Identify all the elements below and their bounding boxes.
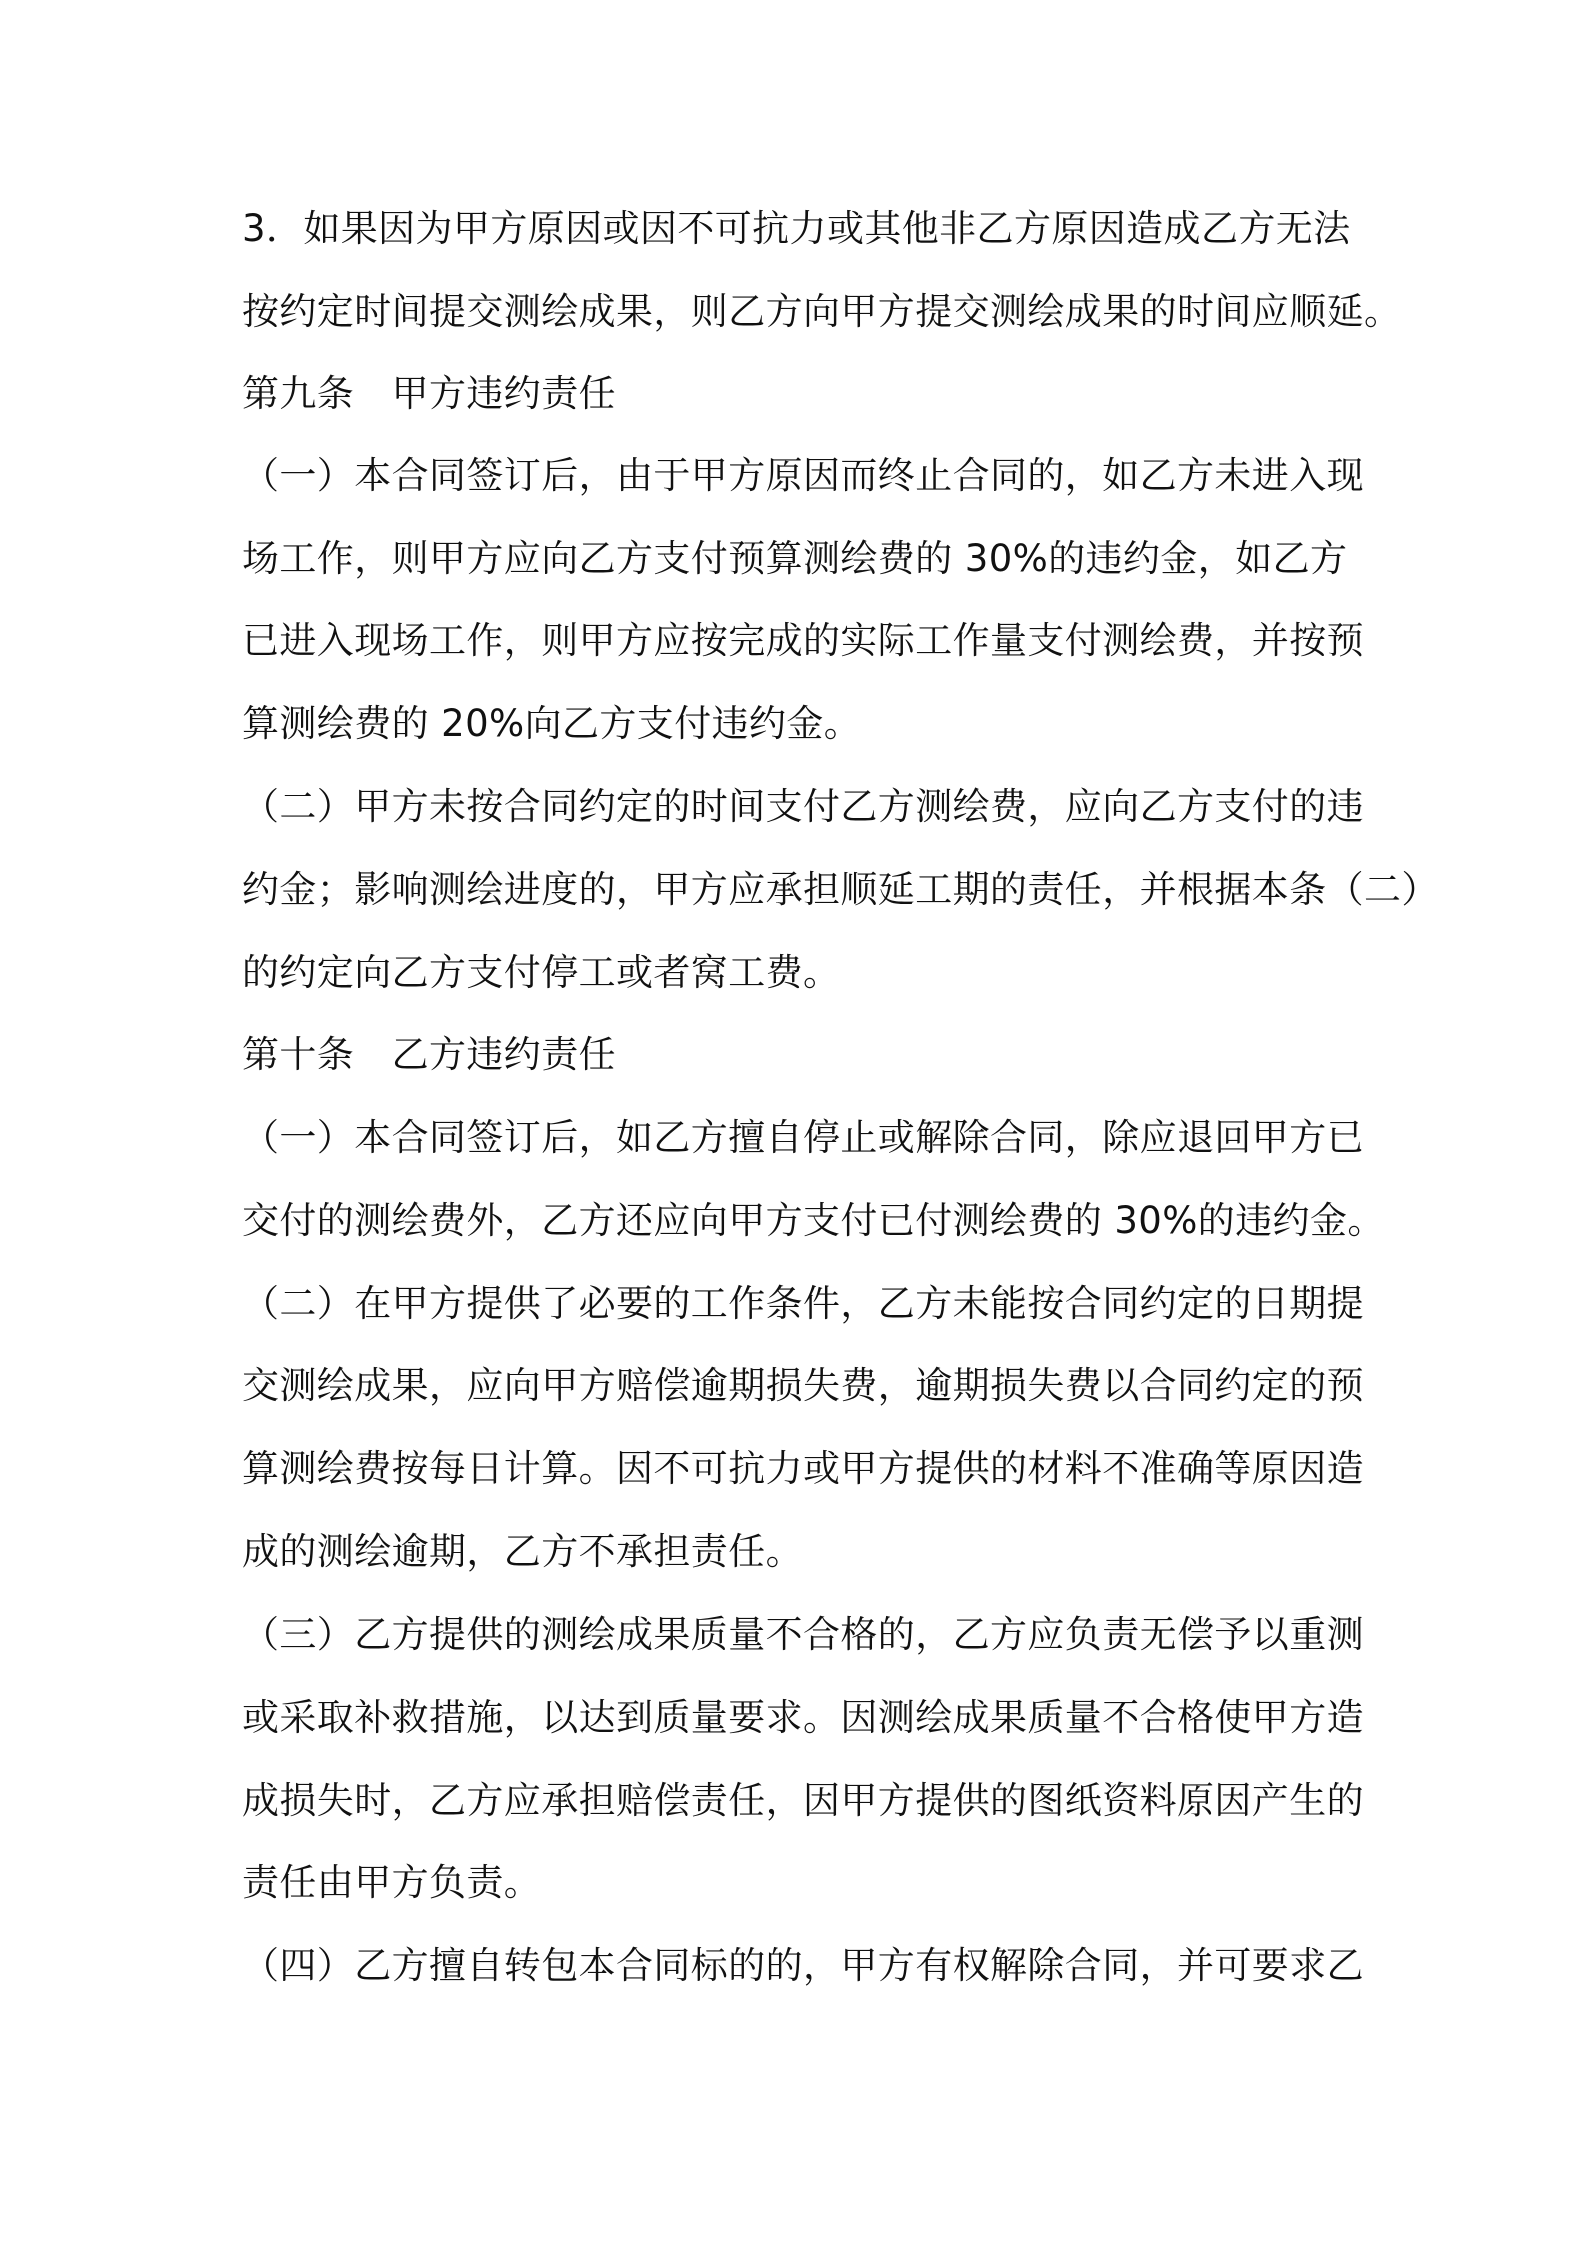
- article-9-heading: 第九条 甲方违约责任: [242, 372, 616, 415]
- article-9-clause-2-line-2: 约金；影响测绘进度的，甲方应承担顺延工期的责任，并根据本条（二）: [242, 868, 1439, 911]
- article-9-clause-2-line-3: 的约定向乙方支付停工或者窝工费。: [242, 951, 841, 994]
- article-9-clause-1-line-3: 已进入现场工作，则甲方应按完成的实际工作量支付测绘费，并按预: [242, 619, 1364, 662]
- paragraph-3-line-2: 按约定时间提交测绘成果，则乙方向甲方提交测绘成果的时间应顺延。: [242, 290, 1402, 333]
- article-10-clause-3-line-4: 责任由甲方负责。: [242, 1861, 542, 1904]
- paragraph-3-line-1: 3．如果因为甲方原因或因不可抗力或其他非乙方原因造成乙方无法: [242, 207, 1351, 250]
- article-9-clause-1-line-1: （一）本合同签订后，由于甲方原因而终止合同的，如乙方未进入现: [242, 454, 1364, 497]
- article-10-clause-3-line-3: 成损失时，乙方应承担赔偿责任，因甲方提供的图纸资料原因产生的: [242, 1779, 1364, 1822]
- article-9-clause-2-line-1: （二）甲方未按合同约定的时间支付乙方测绘费，应向乙方支付的违: [242, 785, 1364, 828]
- article-10-clause-2-line-3: 算测绘费按每日计算。因不可抗力或甲方提供的材料不准确等原因造: [242, 1447, 1364, 1490]
- article-10-clause-3-line-2: 或采取补救措施，以达到质量要求。因测绘成果质量不合格使甲方造: [242, 1696, 1364, 1739]
- article-9-clause-1-line-4: 算测绘费的 20%向乙方支付违约金。: [242, 702, 862, 745]
- article-9-clause-1-line-2: 场工作，则甲方应向乙方支付预算测绘费的 30%的违约金，如乙方: [242, 537, 1348, 580]
- article-10-clause-4-line-1: （四）乙方擅自转包本合同标的的，甲方有权解除合同，并可要求乙: [242, 1944, 1364, 1987]
- article-10-clause-2-line-1: （二）在甲方提供了必要的工作条件，乙方未能按合同约定的日期提: [242, 1282, 1364, 1325]
- article-10-clause-1-line-2: 交付的测绘费外，乙方还应向甲方支付已付测绘费的 30%的违约金。: [242, 1199, 1385, 1242]
- article-10-clause-3-line-1: （三）乙方提供的测绘成果质量不合格的，乙方应负责无偿予以重测: [242, 1613, 1364, 1656]
- article-10-clause-2-line-2: 交测绘成果，应向甲方赔偿逾期损失费，逾期损失费以合同约定的预: [242, 1364, 1364, 1407]
- article-10-clause-2-line-4: 成的测绘逾期，乙方不承担责任。: [242, 1530, 803, 1573]
- article-10-clause-1-line-1: （一）本合同签订后，如乙方擅自停止或解除合同，除应退回甲方已: [242, 1116, 1364, 1159]
- article-10-heading: 第十条 乙方违约责任: [242, 1033, 616, 1076]
